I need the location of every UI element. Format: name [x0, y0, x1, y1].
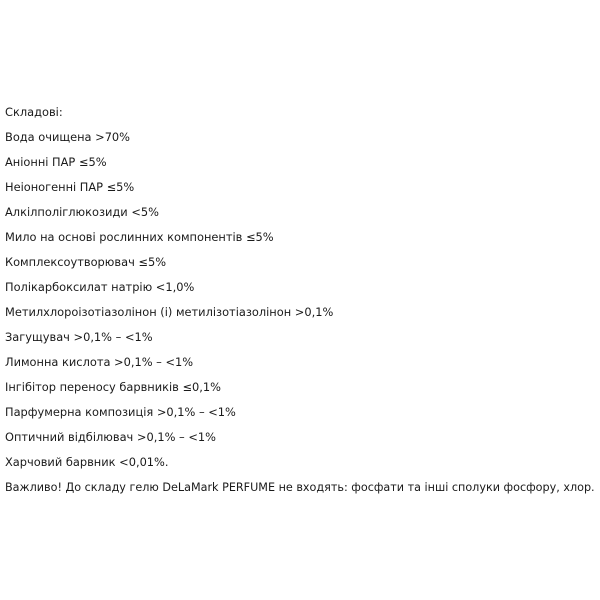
ingredient-item: Полікарбоксилат натрію <1,0% [5, 280, 195, 294]
ingredient-item: Інгібітор переносу барвників ≤0,1% [5, 380, 221, 394]
ingredient-item: Парфумерна композиція >0,1% – <1% [5, 405, 236, 419]
ingredient-item: Мило на основі рослинних компонентів ≤5% [5, 230, 274, 244]
ingredient-item: Метилхлороізотіазолінон (і) метилізотіазолінон >0,1% [5, 305, 334, 319]
ingredients-document [5, 100, 597, 500]
ingredient-item: Загущувач >0,1% – <1% [5, 330, 153, 344]
ingredient-item: Вода очищена >70% [5, 130, 131, 144]
ingredient-item: Комплексоутворювач ≤5% [5, 255, 167, 269]
ingredients-heading: Складові: [5, 105, 63, 119]
ingredient-item: Алкілполіглюкозиди <5% [5, 205, 159, 219]
ingredient-item: Харчовий барвник <0,01%. [5, 455, 169, 469]
ingredient-item: Аніонні ПАР ≤5% [5, 155, 107, 169]
ingredient-item: Оптичний відбілювач >0,1% – <1% [5, 430, 216, 444]
ingredient-item: Лимонна кислота >0,1% – <1% [5, 355, 194, 369]
ingredient-item: Неіоногенні ПАР ≤5% [5, 180, 135, 194]
important-note: Важливо! До складу гелю DeLaMark PERFUME не входять: фосфати та інші сполуки фосфору, хлор. [5, 481, 595, 494]
